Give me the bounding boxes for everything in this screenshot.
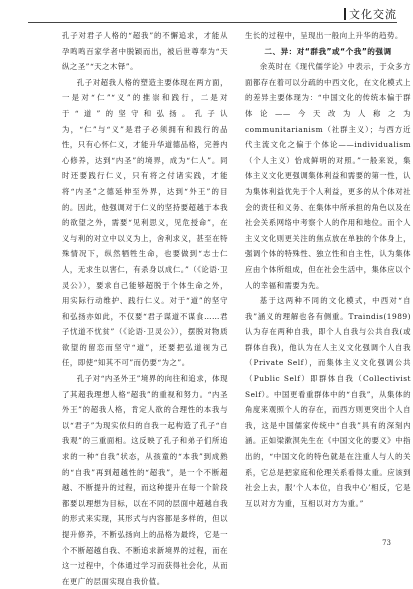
header-rule: [28, 22, 397, 23]
paragraph: 余英时在《现代儒学论》中表示，于众多方面都存在着可以分疏的中西文化，在文化模式上的差异主要体现为：“中国文化的传统本偏于群体论——今天改为人称之为communitarianism（社群主义）；与西方近代主流文化之偏于个体论——individualism（个人主义）恰成鲜明的对照。”一般来说，集体主义文化更强调集体利益和需要的第一性，认为集体利益优先于个人利益，更多的从个体对社会的责任和义务、在集体中所承担的角色以及在社会关系网络中考察个人的作用和地位。而个人主义文化则更关注的焦点放在单独的个体身上，强调个体的特殊性、独立性和自主性，认为集体应由个体所组成，但在社会生活中，集体应以个人的幸福和需要为先。: [245, 62, 411, 290]
section-heading: 二、异：对“群我”或“个我”的强调: [264, 46, 392, 56]
left-column: [62, 28, 228, 589]
paragraph: 生长的过程中，呈现出一般向上升华的趋势。: [245, 31, 403, 40]
paragraph: 基于这两种不同的文化模式，中西对“自我”涵义的理解也各有侧重。Traindis(1989)认为存在两种自我，即个人自我与公共自我(或群体自我)，他认为在人主义文化强调个人自我（Private Self），而集体主义文化强调公共（Public Self）即群体自我（Collectivist Self）。中国更看重群体中的“自我”，从集体的角度来观照个人的存在，而西方则更突出个人自我，这是中国儒家传统中“自我”具有的深刻内涵。正如梁漱溟先生在《中国文化的要义》中指出的，“中国文化的特色就是在注重人与人的关系，它总是把家庭和伦理关系看得太重。应该到社会上去，服‘个人本位，自我中心’相反，它是互以对方为重，互相以对方为重。”: [245, 296, 411, 508]
page-number: 73: [382, 539, 391, 547]
section-header: [344, 6, 397, 22]
paragraph: 孔子对君子人格的“超我”的不懈追求，才能从孕鸣鸣百家学者中脱颖而出，被后世尊奉为“天纵之圣”“天之木铎”。: [62, 31, 228, 72]
section-title: 文化交流: [349, 8, 397, 21]
header-bar-icon: [344, 8, 346, 20]
right-column: [245, 28, 411, 511]
paragraph: 孔子对“内圣外王”境界的向往和追求，体现了其超我理想人格“超我”的重视和努力。“内圣外王”的超我人格，肯定人欲的合理性的本我与以“君子”为现实依归的自我一起构造了孔子“自我观”的三重面相。这反映了孔子和弟子们所追求的一种“自我”状态，从孩童的“本我”到成熟的“自我”再到超越性的“超我”，是一个不断超越、不断提升的过程，而这种提升在每一个阶段都要以理想为目标，以在不同的层面中超越自我的形式来实现，其形式与内容都是多样的，但以提升修养，不断弘扬向上的品格为最终，它是一个不断超越自我、不断追求新境界的过程，而在这一过程中，个体通过学习而获得社会化，从而在更广的层面实现自我价值。: [62, 374, 228, 586]
paragraph: 孔子对超我人格的塑造主要体现在两方面，一是对“仁”“义”的推崇和践行，二是对于“道”的坚守和弘扬。孔子认为，“仁”与“义”是君子必须拥有和践行的品性，只有心怀仁义，才能升华道德品格，完善内心修养，达到“内圣”的境界，成为“仁人”。同时还要践行仁义，只有将之付诸实践，才能将“内圣”之德延伸至外界，达到“外王”的目的。因此，他强调对于仁义的坚持要超越于本我的欲望之外，需要“见利思义，见危授命”，在义与利的对立中以义为上，舍利求义，甚至在特殊情况下，纵然牺牲生命，也要做到“志士仁人，无求生以害仁，有杀身以成仁。”（《论语·卫灵公》），要求自己能够超脱于个体生命之外，用实际行动维护、践行仁义。对于“道”的坚守和弘扬亦如此，不仅要“君子谋道不谋食……君子忧道不忧贫”（《论语·卫灵公》），摆脱对物质欲望的留恋而坚守“道”，还要把弘道视为己任，即使“知其不可”而仍要“为之”。: [62, 77, 228, 368]
